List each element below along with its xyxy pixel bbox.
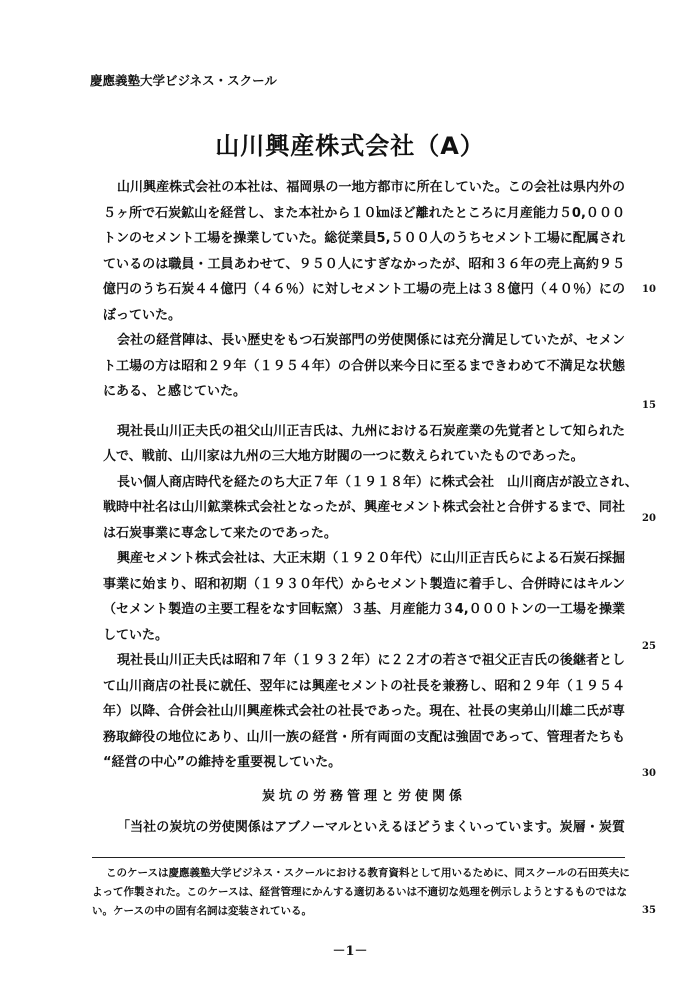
text-line: 人で、戦前、山川家は九州の三大地方財閥の一つに数えられていたものであった。 — [103, 449, 584, 464]
line-number: 20 — [642, 513, 656, 524]
text-line: 長い個人商店時代を経たのち大正７年（１９１８年）に株式会社 山川商店が設立され、 — [117, 474, 638, 490]
text-line: 「当社の炭坑の労使関係はアブノーマルといえるほどうまくいっています。炭層・炭質 — [117, 820, 625, 835]
text-line: 務取締役の地位にあり、山川一族の経営・所有両面の支配は強固であって、管理者たちも — [103, 729, 625, 745]
paragraph-gap — [103, 405, 625, 419]
paragraph — [103, 648, 625, 776]
text-line: 年）以降、合併会社山川興産株式会社の社長であった。現在、社長の実弟山川雄二氏が専 — [103, 704, 625, 719]
text-line: ぼっていた。 — [103, 307, 182, 323]
text-line: ５ヶ所で石炭鉱山を経営し、また本社から１０㎞ほど離れたところに月産能力５0,０００ — [103, 205, 625, 221]
school-header: 慶應義塾大学ビジネス・スクール — [90, 73, 277, 88]
text-line: していた。 — [103, 627, 169, 643]
line-number: 15 — [642, 400, 656, 411]
line-number: 25 — [642, 641, 656, 652]
line-number: 30 — [642, 768, 656, 779]
section-heading: 炭坑の労務管理と労使関係 — [261, 788, 466, 804]
text-line: 興産セメント株式会社は、大正末期（１９２０年代）に山川正吉氏らによる石炭石採掘 — [117, 551, 625, 566]
case-title: 山川興産株式会社（A） — [215, 132, 485, 160]
text-line: 事業に始まり、昭和初期（１９３０年代）からセメント製造に着手し、合併時にはキルン — [103, 576, 625, 592]
footnote-divider — [92, 857, 625, 858]
paragraph — [103, 546, 625, 648]
text-line: 会社の経営陣は、長い歴史をもつ石炭部門の労使関係には充分満足していたが、セメン — [117, 333, 625, 348]
quote-paragraph — [103, 815, 625, 841]
text-line: トンのセメント工場を操業していた。総従業員5,５００人のうちセメント工場に配属され — [103, 231, 625, 246]
text-line: “経営の中心”の維持を重要視していた。 — [103, 755, 342, 770]
text-line: て山川商店の社長に就任、翌年には興産セメントの社長を兼務し、昭和２９年（１９５４ — [103, 678, 625, 694]
paragraph — [103, 470, 638, 547]
text-line: 戦時中社名は山川鉱業株式会社となったが、興産セメント株式会社と合併するまで、同社 — [103, 500, 625, 515]
page-number: －1－ — [332, 944, 368, 959]
paragraph — [103, 175, 625, 328]
text-line: 現社長山川正夫氏は昭和７年（１９３２年）に２２才の若さで祖父正吉氏の後継者とし — [117, 653, 625, 668]
text-line: このケースは慶應義塾大学ビジネス・スクールにおける教育資料として用いるために、同スクールの石田英夫に — [106, 867, 630, 879]
body-text — [103, 175, 638, 841]
text-line: い。ケースの中の固有名詞は変装されている。 — [92, 905, 312, 917]
text-line: （セメント製造の主要工程をなす回転窯）３基、月産能力３4,０００トンの一工場を操業 — [103, 602, 625, 617]
paragraph — [103, 419, 625, 470]
text-line: ト工場の方は昭和２９年（１９５４年）の合併以来今日に至るまできわめて不満足な状態 — [103, 358, 625, 374]
line-number: 35 — [642, 905, 656, 916]
text-line: にある、と感じていた。 — [103, 384, 247, 399]
line-number: 10 — [642, 284, 656, 295]
text-line: よって作製された。このケースは、経営管理にかんする適切あるいは不適切な処理を例示しようとするものではな — [92, 886, 627, 898]
paragraph — [103, 328, 625, 405]
text-line: は石炭事業に専念して来たのであった。 — [103, 525, 337, 541]
footnote — [92, 864, 630, 921]
text-line: 山川興産株式会社の本社は、福岡県の一地方都市に所在していた。この会社は県内外の — [117, 180, 625, 195]
text-line: 現社長山川正夫氏の祖父山川正吉氏は、九州における石炭産業の先覚者として知られた — [117, 423, 625, 439]
text-line: ているのは職員・工員あわせて、９５０人にすぎなかったが、昭和３６年の売上高約９５ — [103, 256, 625, 272]
text-line: 億円のうち石炭４４億円（４６％）に対しセメント工場の売上は３８億円（４０％）にの — [103, 282, 625, 297]
